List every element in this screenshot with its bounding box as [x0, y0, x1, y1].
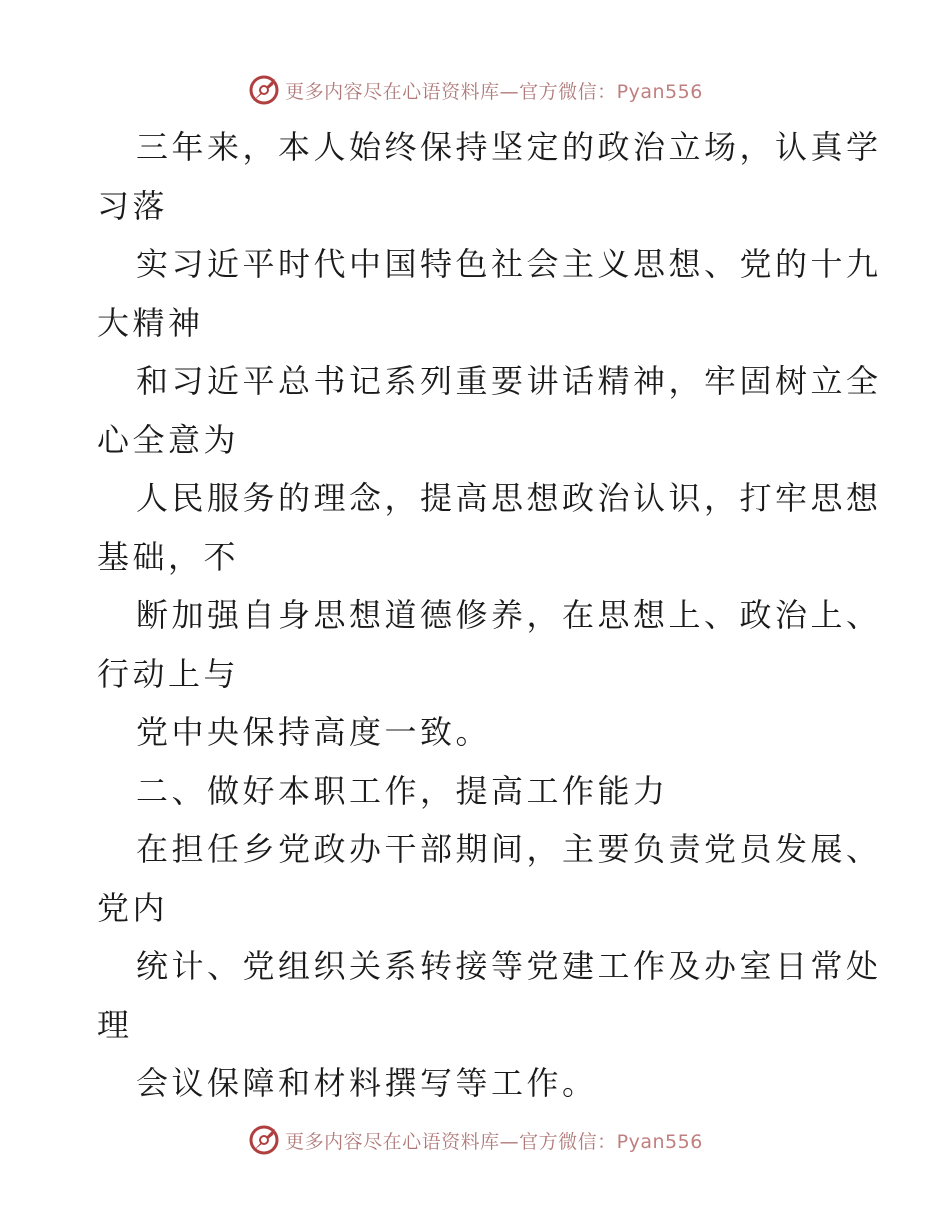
text-line: 和习近平总书记系列重要讲话精神，牢固树立全 — [136, 362, 882, 400]
text-line: 行动上与 — [97, 654, 240, 693]
text-line: 党中央保持高度一致。 — [136, 713, 492, 751]
text-line: 实习近平时代中国特色社会主义思想、党的十九 — [136, 245, 882, 283]
text-line: 会议保障和材料撰写等工作。 — [136, 1064, 598, 1102]
quill-logo-icon — [247, 73, 281, 107]
text-line: 三年来，本人始终保持坚定的政治立场，认真学 — [136, 128, 882, 166]
text-line: 二、做好本职工作，提高工作能力 — [136, 771, 669, 810]
text-line: 基础，不 — [97, 537, 240, 576]
text-line: 理 — [97, 1005, 133, 1044]
text-line: 大精神 — [97, 303, 204, 342]
footer-watermark — [0, 1120, 950, 1160]
header-watermark — [0, 70, 950, 110]
document-body — [97, 118, 882, 1113]
text-line: 心全意为 — [97, 420, 240, 459]
text-line: 人民服务的理念，提高思想政治认识，打牢思想 — [136, 479, 882, 517]
watermark-text: 更多内容尽在心语资料库—官方微信：Pyan556 — [285, 1130, 703, 1153]
text-line: 统计、党组织关系转接等党建工作及办室日常处 — [136, 947, 882, 985]
text-line: 在担任乡党政办干部期间，主要负责党员发展、 — [136, 830, 882, 868]
watermark-text: 更多内容尽在心语资料库—官方微信：Pyan556 — [285, 80, 703, 103]
quill-logo-icon — [247, 1123, 281, 1157]
text-line: 断加强自身思想道德修养，在思想上、政治上、 — [136, 596, 882, 634]
text-line: 党内 — [97, 888, 169, 927]
text-line: 习落 — [97, 186, 169, 225]
